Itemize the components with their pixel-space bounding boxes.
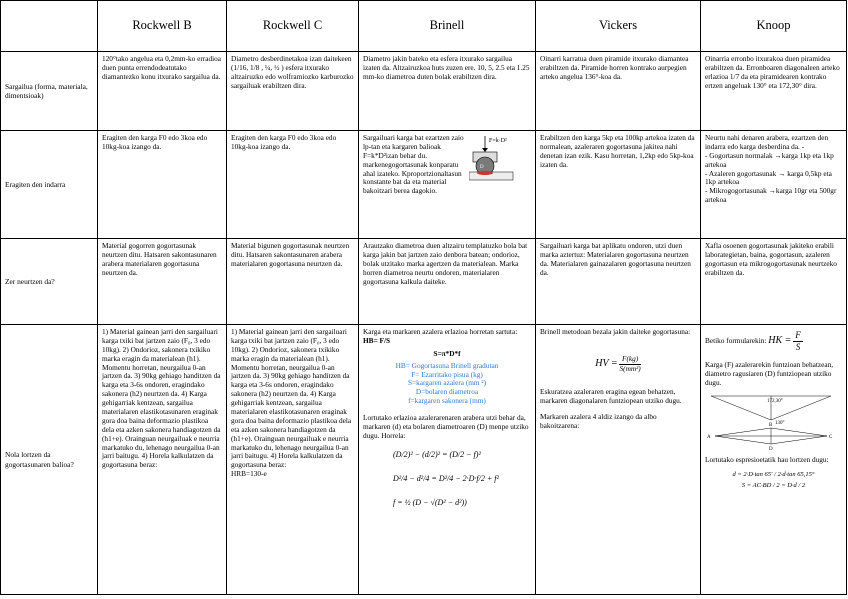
row-label-measure: Zer neurtzen da?: [1, 239, 98, 325]
brinell-legend-item: S=kargaren azalera (mm ²): [407, 378, 487, 388]
svg-text:D²/4 − d²/4 = D²/4 − 2·D·f/2 +: D²/4 − d²/4 = D²/4 − 2·D·f/2 + f²: [393, 473, 499, 483]
cell-rockwell-c: [227, 325, 359, 595]
cell-vickers: [536, 325, 701, 595]
svg-text:(D/2)² − (d/2)² = (D/2 − f)²: (D/2)² − (d/2)² = (D/2 − f)²: [393, 449, 481, 459]
knoop-equation-1: d = 2·D·tan 65′ / 2·d·tan 65,15°: [732, 470, 815, 478]
brinell-legend-item: D=bolaren diametroa: [415, 387, 479, 397]
table-row: [1, 239, 847, 325]
knoop-diagram: [705, 392, 837, 452]
header-brinell: Brinell: [359, 1, 536, 52]
brinell-hb-formula: HB= F/S: [363, 335, 391, 345]
knoop-formula: Betiko formularekin: HK = $\frac{F}{S}$: [705, 330, 801, 352]
cell-rockwell-c: Eragiten den karga F0 edo 3koa edo 10kg-koa izango da.: [227, 131, 359, 239]
cell-rockwell-b: Material gogorren gogortasunak neurtzen ditu. Hatsaren sakontasunaren arabera materialaren gogortasuna neurtzen da.: [98, 239, 227, 325]
cell-brinell: Diametro jakin bateko eta esfera itxurako sargailua izaten da. Altzairuzkoa huts zuzen ere. 10, 5, 2.5 eta 1.25 mm-ko diametroa duten bolak erabiltzen dira.: [359, 52, 536, 131]
header-knoop: Knoop: [701, 1, 847, 52]
vickers-value-mid: Eskuratzea azaleraren eragina egean behatzen, markaren diagonalaren funtziopean utziko dugu.: [540, 386, 682, 405]
vickers-formula-den: S(mm²): [619, 363, 641, 373]
header-rockwell-c: Rockwell C: [227, 1, 359, 52]
brinell-surface-formula: S=π*D*f: [433, 348, 461, 358]
rockwell-c-formula: HRB=130-e: [231, 469, 267, 479]
cell-knoop: Xafla osoenen gogortasunak jakiteko erabili laborategietan, baina, gogortasun, azaleren gogortasun eta mikrogogortasunak neurtzeko erabiltzen da.: [701, 239, 847, 325]
cell-rockwell-c: Material bigunen gogortasunak neurtzen ditu. Hatsaren sakontasunaren arabera materialaren gogortasuna neurtzen da.: [227, 239, 359, 325]
brinell-equations-figure: [393, 445, 513, 515]
knoop-value-end: Lortutako espresioetatik hau lortzen dugu:: [705, 454, 829, 464]
svg-text:D: D: [480, 165, 484, 170]
cell-vickers: Erabiltzen den karga 5kp eta 100kp artekoa izaten da normalean, azaleraren gogortasuna jakitea nahi denetan izan ezik. Kasu horretan, 1,2kp edo 5kp-koa izaten da.: [536, 131, 701, 239]
vickers-formula-num: F(kg): [619, 355, 640, 365]
brinell-legend-item: f=kargaren sakonera (mm): [408, 396, 486, 406]
svg-text:B: B: [769, 422, 773, 428]
cell-rockwell-b: 1) Material gainean jarri den sargailuari karga txiki bat jartzen zaio (F₀, 3 edo 10kg). 2) Ondorioz, sakonera txikiko marka eragin da materialean (h1). Momentu horretan, neurgailua 0-an jartzen da. 3) 90kg gehiago handitzen da karga eta 3-6s ondoren, eragindako sakonera (h2) neurtzen da. 4) Karga gehigarriak kentzean, sargailua materialaren elastikotasunaren eraginak gora doa baina deformazio plastikoa dela eta azken sakonera handiagotzen da (h1+e). Orainguan neurgailuak e neurria markatuko du, lehenago neurgailua 0-an jarri baitugu. 4) Horela kalkulatzen da gogortasuna beraz:: [98, 325, 227, 595]
knoop-force-surface: - Azaleren gogortasunak → karga 0,5kp eta 1kp artekoa: [705, 168, 832, 187]
brinell-legend-item: HB= Gogortasuna Brinell gradutan: [395, 360, 499, 370]
vickers-formula: HV = $\frac{F(kg)}{\text{S(mm²)}}$: [595, 353, 641, 373]
knoop-equation-2: S = AC·BD / 2 = D·d / 2: [741, 482, 806, 490]
vickers-value-end: Markaren azalera 4 aldiz izango da albo bakoitzarena:: [540, 412, 657, 431]
table-row: [1, 52, 847, 131]
row-label-value: Nola lortzen da gogortasunaren balioa?: [1, 325, 98, 595]
cell-vickers: Oinarri karratua duen piramide itxurako diamantea erabiltzen da. Piramide horren kontrako aurpegien arteko angelua 136°-koa da.: [536, 52, 701, 131]
table-row: [1, 325, 847, 595]
svg-text:C: C: [829, 434, 833, 440]
svg-text:172,30°: 172,30°: [767, 398, 783, 404]
knoop-force-intro: Neurtu nahi denaren arabera, ezartzen den indarra edo karga desberdina da. -: [705, 133, 829, 151]
brinell-value-intro: Karga eta markaren azalera erlazioa horretan sartuta: HB= F/S: [363, 327, 518, 345]
brinell-legend-item: F= Ezarritako pisua (kg): [411, 369, 483, 379]
vickers-value-intro: Brinell metodoan bezala jakin daiteke gogortasuna:: [540, 327, 691, 336]
cell-rockwell-b: 120°tako angelua eta 0,2mm-ko erradioa duen punta errendodeatutako diamantezko konu itxurako sargailua da.: [98, 52, 227, 131]
svg-text:D: D: [769, 446, 773, 452]
header-rockwell-b: Rockwell B: [98, 1, 227, 52]
cell-brinell: Arautzako diametroa duen altzairu templatuzko bola bat karga jakin bat jartzen zaio denbora batean; ondorioz, bolak utzitako marka agertzen da materialean. Marka horren diametroa neurtu ondoren, materialaren gogortasuna kalkula daiteke.: [359, 239, 536, 325]
brinell-indenter-figure: [469, 134, 525, 184]
figure-force-label: F=k·D²: [489, 138, 507, 144]
knoop-force-normal: - Gogortasun normalak →karga 1kp eta 1kp artekoa: [705, 150, 834, 169]
cell-knoop: [701, 325, 847, 595]
row-label-force: Eragiten den indarra: [1, 131, 98, 239]
svg-text:130°: 130°: [775, 420, 785, 426]
cell-brinell: [359, 131, 536, 239]
cell-rockwell-c: Diametro desberdinetakoa izan daitekeen (1/16, 1/8 , ¼, ½ ) esfera itxurako altzairuzko edo wolframiozko karburozko sargailuak erabiltzen dira.: [227, 52, 359, 131]
header-vickers: Vickers: [536, 1, 701, 52]
brinell-force-text: Sargailuari karga bat ezartzen zaio lp-tan eta kargaren balioak F=k*D²izan behar du. markenegogortasunak konparatu ahal izateko. Kproportzionaltasun konstante bat da eta material bakoitzari berea dagokio.: [363, 133, 464, 196]
cell-rockwell-b: Eragiten den karga F0 edo 3koa edo 10kg-koa izango da.: [98, 131, 227, 239]
table-row: [1, 131, 847, 239]
brinell-value-after: Lortutako erlazioa azalerarenaren arabera utzi behar da, markaren (d) eta bolaren diametroaren (D) menpe utziko dugu. Horrela:: [363, 413, 529, 440]
svg-text:A: A: [707, 434, 711, 440]
rockwell-c-steps: 1) Material gainean jarri den sargailuari karga txiki bat jartzen zaio (F₀, 3 edo 10kg). 2) Ondorioz, sakonera txikiko marka eragin da materialean (h1). Momentu horretan, neurgailua 0-an jartzen da. 3) 90kg gehiago handitzen da karga eta 3-6s ondoren, eragindako sakonera (h2) neurtzen da. 4) Karga gehigarriak kentzean, sargailua materialaren elastikotasunaren eraginak gora doa baina deformazio plastikoa dela eta azken sakonera handiagotzen da (h1+e). Orainguan neurgailuak e neurria markatuko du, lehenago neurgailua 0-an jarri baitugu. 4) Horela kalkulatzen da gogortasuna beraz:: [231, 327, 352, 470]
corner-cell: [1, 1, 98, 52]
cell-brinell: [359, 325, 536, 595]
cell-vickers: Sargailuari karga bat aplikatu ondoren, utzi duen marka aztertuz: Materialaren gogortasuna neurtzen da. Materialaren gainazalaren gogortasuna neurtzen da.: [536, 239, 701, 325]
knoop-value-mid: Karga (F) azalerarekin funtzioan behatzean, diametro ragusiaren (D) funtziopean utziko dugu.: [705, 359, 834, 387]
knoop-force-micro: - Mikrogogortasunak →karga 10gr eta 500gr artekoa: [705, 186, 837, 205]
cell-knoop: Oinarria erronbo itxurakoa duen piramidea erabiltzen da. Erronboaren diagonaleen arteko erlazioa 1/7 da eta piramidearen kontrako ertzen angeluak 130° eta 172,30° dira.: [701, 52, 847, 131]
header-row: [1, 1, 847, 52]
row-label-indenter: Sargailua (forma, materiala, dimentsioak): [1, 52, 98, 131]
cell-knoop: [701, 131, 847, 239]
svg-text:f = ½ (D − √(D² − d²)): f = ½ (D − √(D² − d²)): [393, 497, 467, 507]
